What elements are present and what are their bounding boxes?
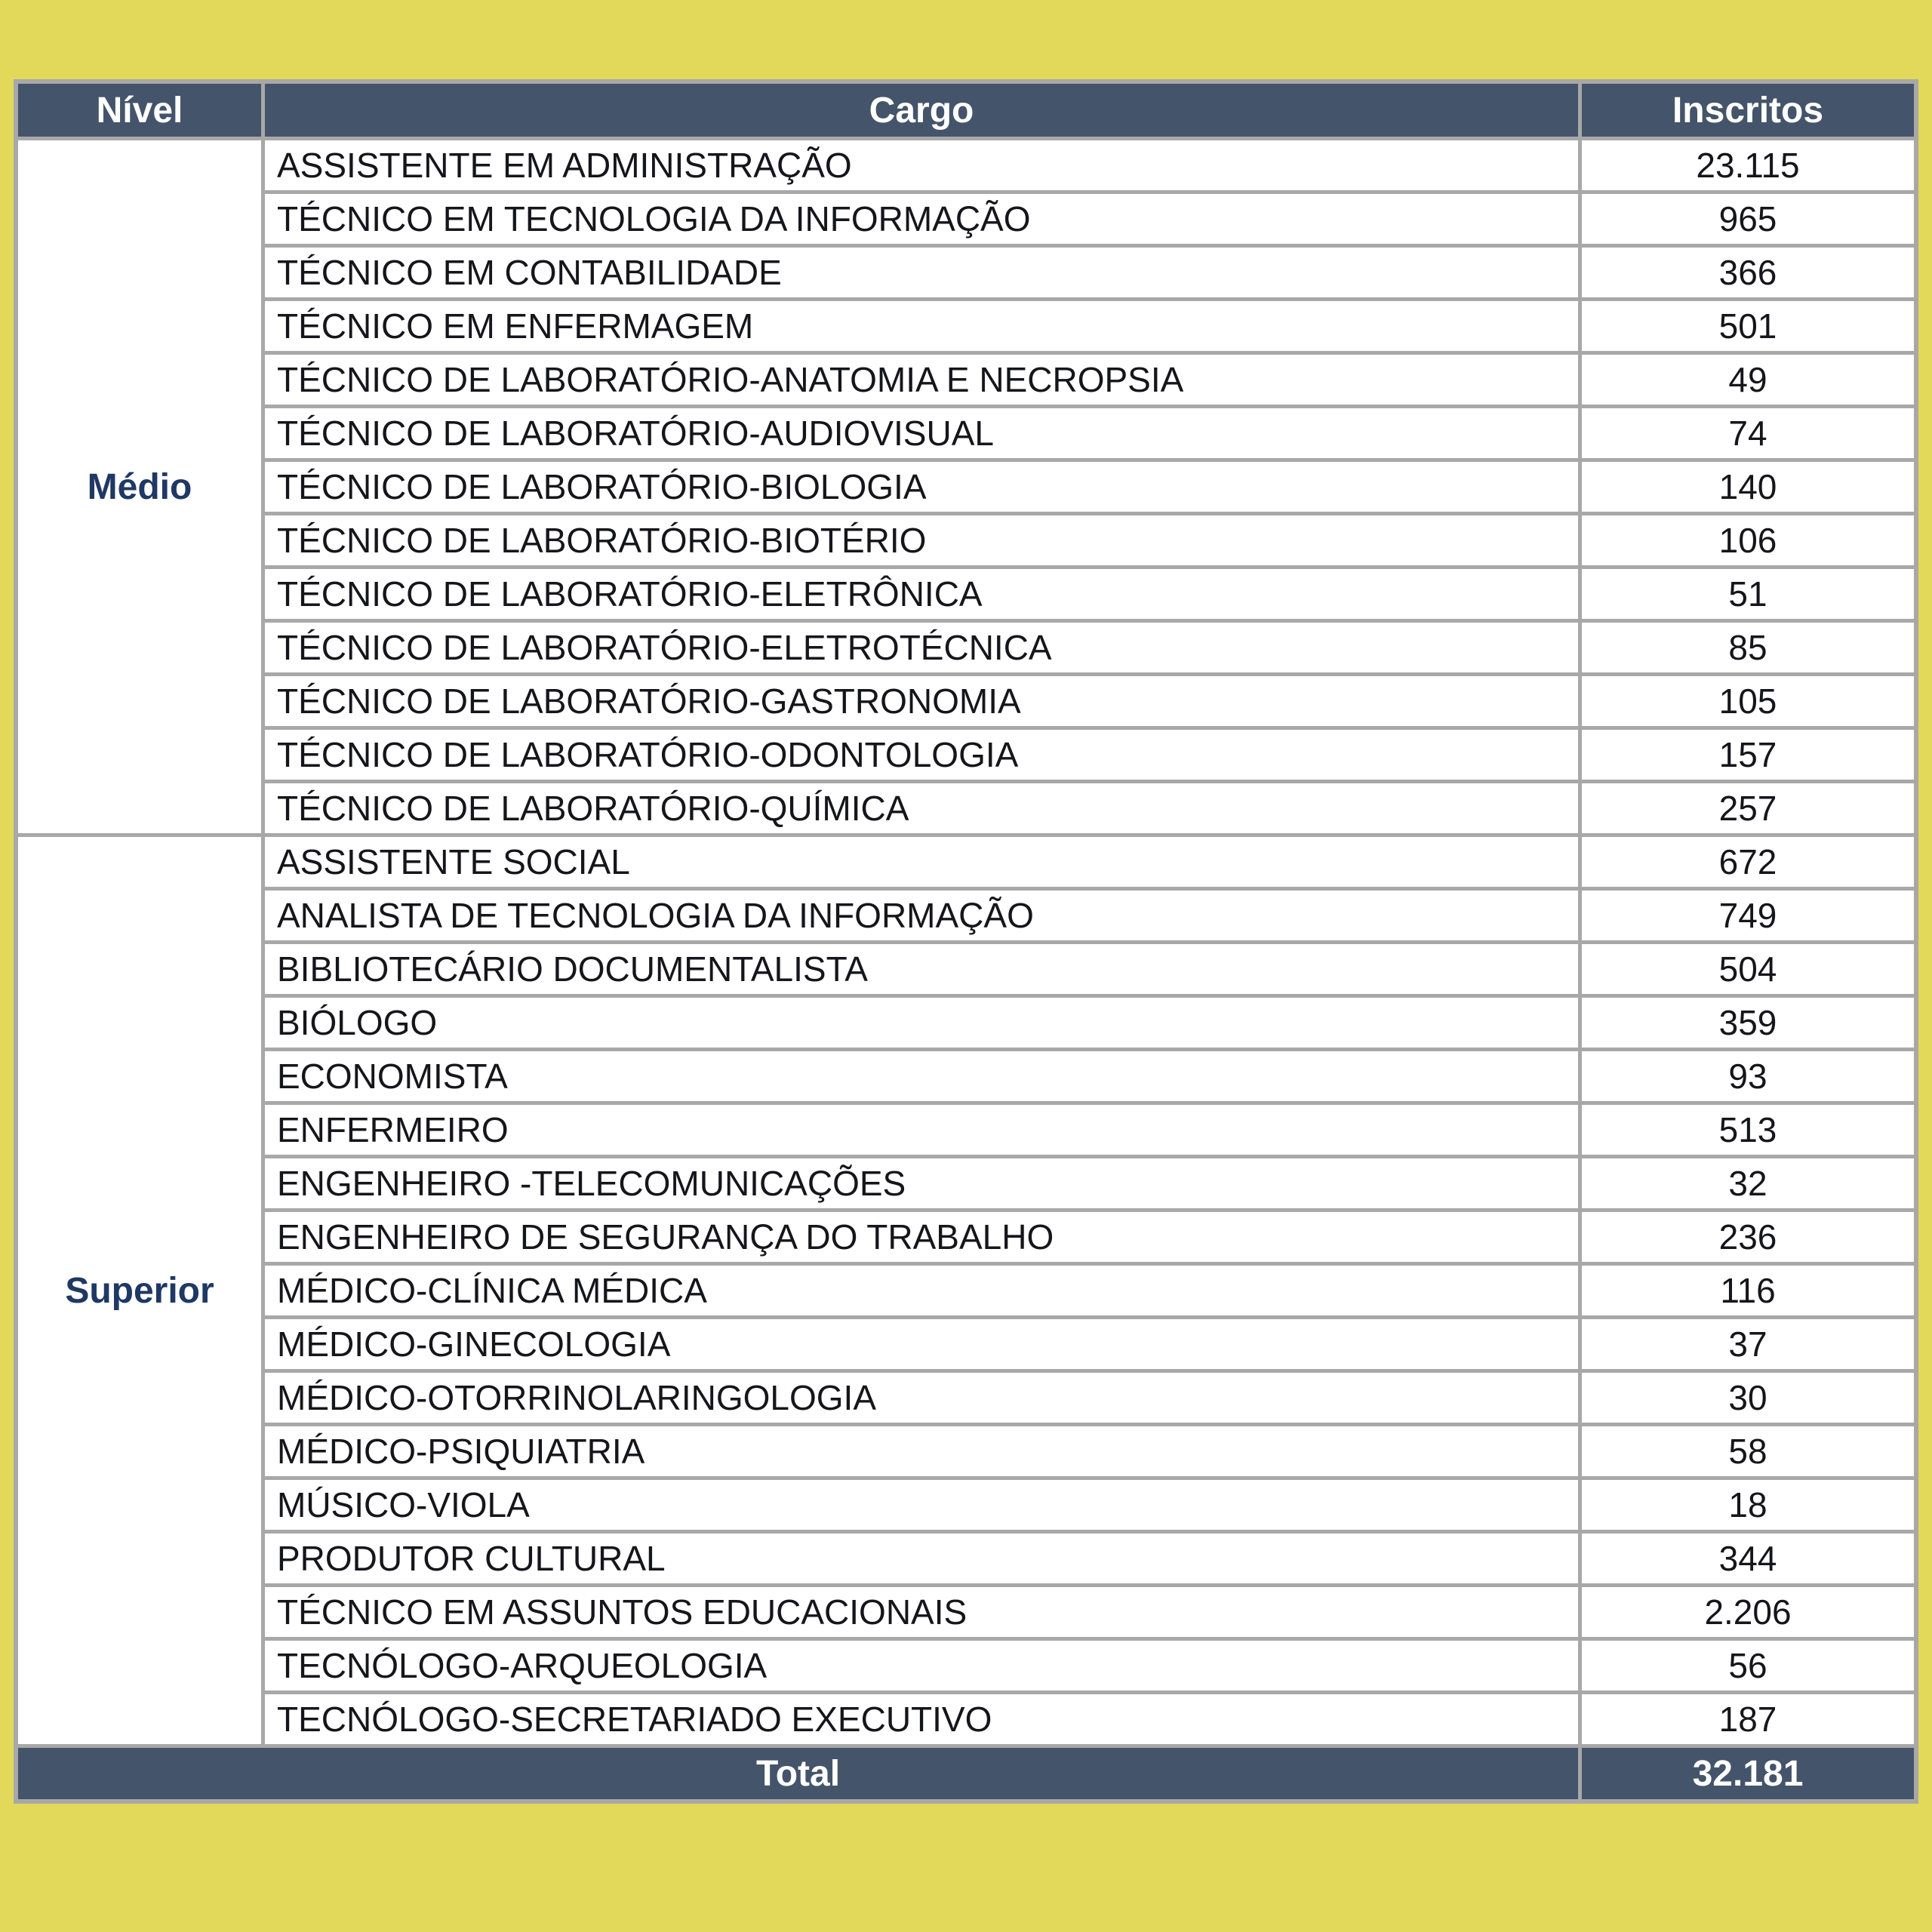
inscritos-cell: 37 [1582, 1319, 1914, 1369]
inscritos-cell: 105 [1582, 676, 1914, 726]
inscritos-cell: 187 [1582, 1694, 1914, 1744]
cargo-cell: ECONOMISTA [265, 1051, 1578, 1101]
level-cell-medio: Médio [18, 140, 261, 833]
cargo-cell: TÉCNICO DE LABORATÓRIO-ANATOMIA E NECROPSIA [265, 355, 1578, 405]
cargo-cell: TÉCNICO DE LABORATÓRIO-BIOTÉRIO [265, 515, 1578, 565]
cargo-cell: TÉCNICO EM TECNOLOGIA DA INFORMAÇÃO [265, 194, 1578, 244]
total-value-cell: 32.181 [1582, 1748, 1914, 1799]
cargo-cell: MÚSICO-VIOLA [265, 1480, 1578, 1530]
column-header-cargo: Cargo [265, 84, 1578, 137]
cargo-cell: PRODUTOR CULTURAL [265, 1534, 1578, 1583]
cargo-cell: TÉCNICO EM CONTABILIDADE [265, 248, 1578, 297]
inscritos-cell: 18 [1582, 1480, 1914, 1530]
cargo-cell: TÉCNICO DE LABORATÓRIO-BIOLOGIA [265, 462, 1578, 512]
cargo-cell: ASSISTENTE EM ADMINISTRAÇÃO [265, 140, 1578, 190]
column-header-nivel: Nível [18, 84, 261, 137]
inscritos-cell: 23.115 [1582, 140, 1914, 190]
inscritos-cell: 359 [1582, 998, 1914, 1048]
inscritos-cell: 157 [1582, 730, 1914, 780]
inscritos-cell: 257 [1582, 783, 1914, 833]
cargo-cell: TECNÓLOGO-SECRETARIADO EXECUTIVO [265, 1694, 1578, 1744]
cargo-cell: TÉCNICO EM ASSUNTOS EDUCACIONAIS [265, 1587, 1578, 1637]
registration-table [14, 79, 1918, 1804]
inscritos-cell: 85 [1582, 623, 1914, 672]
cargo-cell: ANALISTA DE TECNOLOGIA DA INFORMAÇÃO [265, 891, 1578, 940]
cargo-cell: TÉCNICO EM ENFERMAGEM [265, 301, 1578, 351]
cargo-cell: TÉCNICO DE LABORATÓRIO-ELETRÔNICA [265, 569, 1578, 619]
cargo-cell: ASSISTENTE SOCIAL [265, 837, 1578, 887]
inscritos-cell: 93 [1582, 1051, 1914, 1101]
inscritos-cell: 965 [1582, 194, 1914, 244]
cargo-cell: BIÓLOGO [265, 998, 1578, 1048]
cargo-cell: TÉCNICO DE LABORATÓRIO-ODONTOLOGIA [265, 730, 1578, 780]
inscritos-cell: 106 [1582, 515, 1914, 565]
inscritos-cell: 501 [1582, 301, 1914, 351]
cargo-cell: TECNÓLOGO-ARQUEOLOGIA [265, 1641, 1578, 1690]
inscritos-cell: 30 [1582, 1373, 1914, 1423]
inscritos-cell: 236 [1582, 1212, 1914, 1262]
cargo-cell: ENFERMEIRO [265, 1105, 1578, 1155]
inscritos-cell: 58 [1582, 1426, 1914, 1476]
cargo-cell: MÉDICO-CLÍNICA MÉDICA [265, 1266, 1578, 1315]
inscritos-cell: 56 [1582, 1641, 1914, 1690]
cargo-cell: MÉDICO-OTORRINOLARINGOLOGIA [265, 1373, 1578, 1423]
inscritos-cell: 749 [1582, 891, 1914, 940]
column-header-inscritos: Inscritos [1582, 84, 1914, 137]
inscritos-cell: 344 [1582, 1534, 1914, 1583]
inscritos-cell: 513 [1582, 1105, 1914, 1155]
inscritos-cell: 366 [1582, 248, 1914, 297]
cargo-cell: TÉCNICO DE LABORATÓRIO-GASTRONOMIA [265, 676, 1578, 726]
inscritos-cell: 140 [1582, 462, 1914, 512]
cargo-cell: TÉCNICO DE LABORATÓRIO-ELETROTÉCNICA [265, 623, 1578, 672]
inscritos-cell: 672 [1582, 837, 1914, 887]
level-cell-superior: Superior [18, 837, 261, 1744]
cargo-cell: TÉCNICO DE LABORATÓRIO-QUÍMICA [265, 783, 1578, 833]
cargo-cell: MÉDICO-PSIQUIATRIA [265, 1426, 1578, 1476]
inscritos-cell: 504 [1582, 944, 1914, 994]
cargo-cell: BIBLIOTECÁRIO DOCUMENTALISTA [265, 944, 1578, 994]
cargo-cell: ENGENHEIRO DE SEGURANÇA DO TRABALHO [265, 1212, 1578, 1262]
cargo-cell: ENGENHEIRO -TELECOMUNICAÇÕES [265, 1158, 1578, 1208]
total-label-cell: Total [18, 1748, 1578, 1799]
inscritos-cell: 51 [1582, 569, 1914, 619]
cargo-cell: TÉCNICO DE LABORATÓRIO-AUDIOVISUAL [265, 408, 1578, 458]
inscritos-cell: 116 [1582, 1266, 1914, 1315]
inscritos-cell: 49 [1582, 355, 1914, 405]
inscritos-cell: 32 [1582, 1158, 1914, 1208]
inscritos-cell: 74 [1582, 408, 1914, 458]
inscritos-cell: 2.206 [1582, 1587, 1914, 1637]
cargo-cell: MÉDICO-GINECOLOGIA [265, 1319, 1578, 1369]
